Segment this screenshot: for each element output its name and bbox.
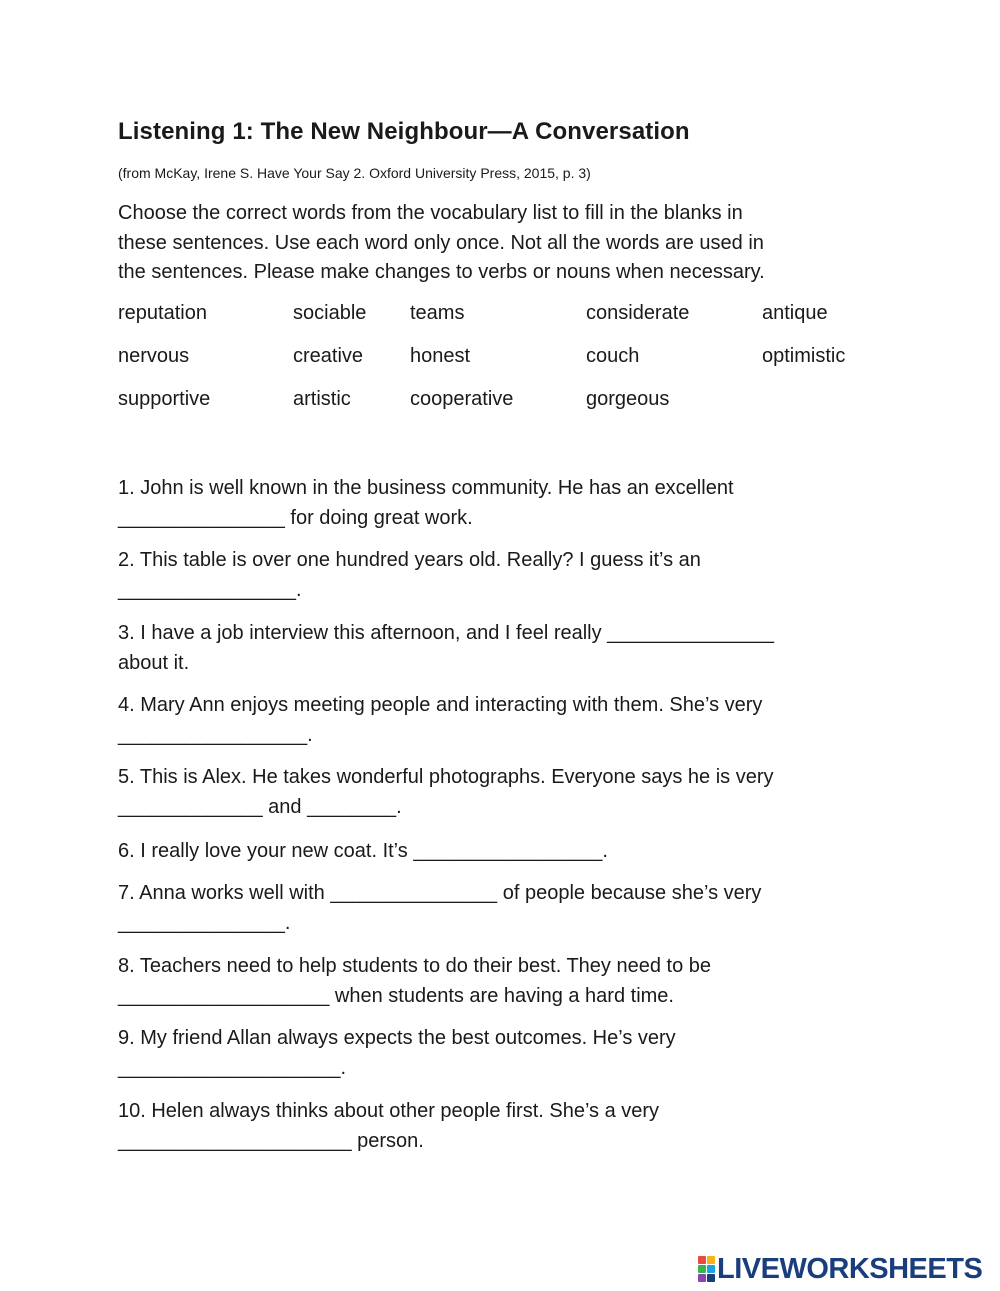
liveworksheets-logo[interactable]	[698, 1253, 982, 1285]
question-6	[118, 836, 898, 866]
question-5	[118, 762, 898, 822]
worksheet-title: Listening 1: The New Neighbour—A Conversation	[118, 118, 690, 145]
question-line: about it.	[118, 652, 190, 674]
question-line: _________________.	[118, 724, 313, 746]
question-line: 3. I have a job interview this afternoon, and I feel really _______________	[118, 622, 775, 644]
question-4	[118, 690, 898, 750]
question-line: ____________________.	[118, 1057, 347, 1079]
question-line: 4. Mary Ann enjoys meeting people and interacting with them. She’s very	[118, 694, 763, 716]
question-line: 6. I really love your new coat. It’s _________________.	[118, 840, 608, 862]
question-line: _____________________ person.	[118, 1130, 424, 1152]
question-7	[118, 878, 898, 938]
vocab-word: supportive	[118, 388, 211, 410]
question-line: 2. This table is over one hundred years old. Really? I guess it’s an	[118, 549, 701, 571]
vocab-word: couch	[586, 345, 640, 367]
question-line: 5. This is Alex. He takes wonderful photographs. Everyone says he is very	[118, 766, 774, 788]
vocab-word: optimistic	[762, 345, 846, 367]
question-8	[118, 951, 898, 1011]
question-line: _______________.	[118, 912, 291, 934]
source-citation: (from McKay, Irene S. Have Your Say 2. Oxford University Press, 2015, p. 3)	[118, 165, 591, 181]
question-2	[118, 545, 898, 605]
question-line: 10. Helen always thinks about other people first. She’s a very	[118, 1100, 660, 1122]
question-line: 9. My friend Allan always expects the best outcomes. He’s very	[118, 1027, 676, 1049]
question-10	[118, 1096, 898, 1156]
question-line: ___________________ when students are having a hard time.	[118, 985, 674, 1007]
vocab-word: gorgeous	[586, 388, 670, 410]
question-line: ________________.	[118, 579, 302, 601]
vocab-word: considerate	[586, 302, 690, 324]
instructions	[118, 199, 878, 288]
question-line: 8. Teachers need to help students to do their best. They need to be	[118, 955, 712, 977]
logo-text: LIVEWORKSHEETS	[717, 1252, 983, 1285]
vocab-word: antique	[762, 302, 828, 324]
vocab-word: honest	[410, 345, 471, 367]
vocab-word: cooperative	[410, 388, 514, 410]
question-line: _______________ for doing great work.	[118, 507, 473, 529]
instructions-line: Choose the correct words from the vocabulary list to fill in the blanks in	[118, 202, 743, 224]
vocab-word: reputation	[118, 302, 207, 324]
vocab-word: nervous	[118, 345, 190, 367]
question-1	[118, 473, 898, 533]
vocab-word: creative	[293, 345, 364, 367]
question-9	[118, 1023, 898, 1083]
instructions-line: the sentences. Please make changes to verbs or nouns when necessary.	[118, 261, 765, 283]
instructions-line: these sentences. Use each word only once. Not all the words are used in	[118, 231, 764, 254]
vocab-word: artistic	[293, 388, 351, 410]
vocabulary-list	[118, 302, 898, 431]
liveworksheets-mark-icon	[698, 1256, 715, 1282]
question-line: 1. John is well known in the business community. He has an excellent	[118, 477, 734, 499]
question-line: _____________ and ________.	[118, 796, 402, 818]
question-line: 7. Anna works well with _______________ of people because she’s very	[118, 882, 762, 904]
vocab-word: sociable	[293, 302, 367, 324]
vocab-word: teams	[410, 302, 465, 324]
question-3	[118, 618, 898, 678]
